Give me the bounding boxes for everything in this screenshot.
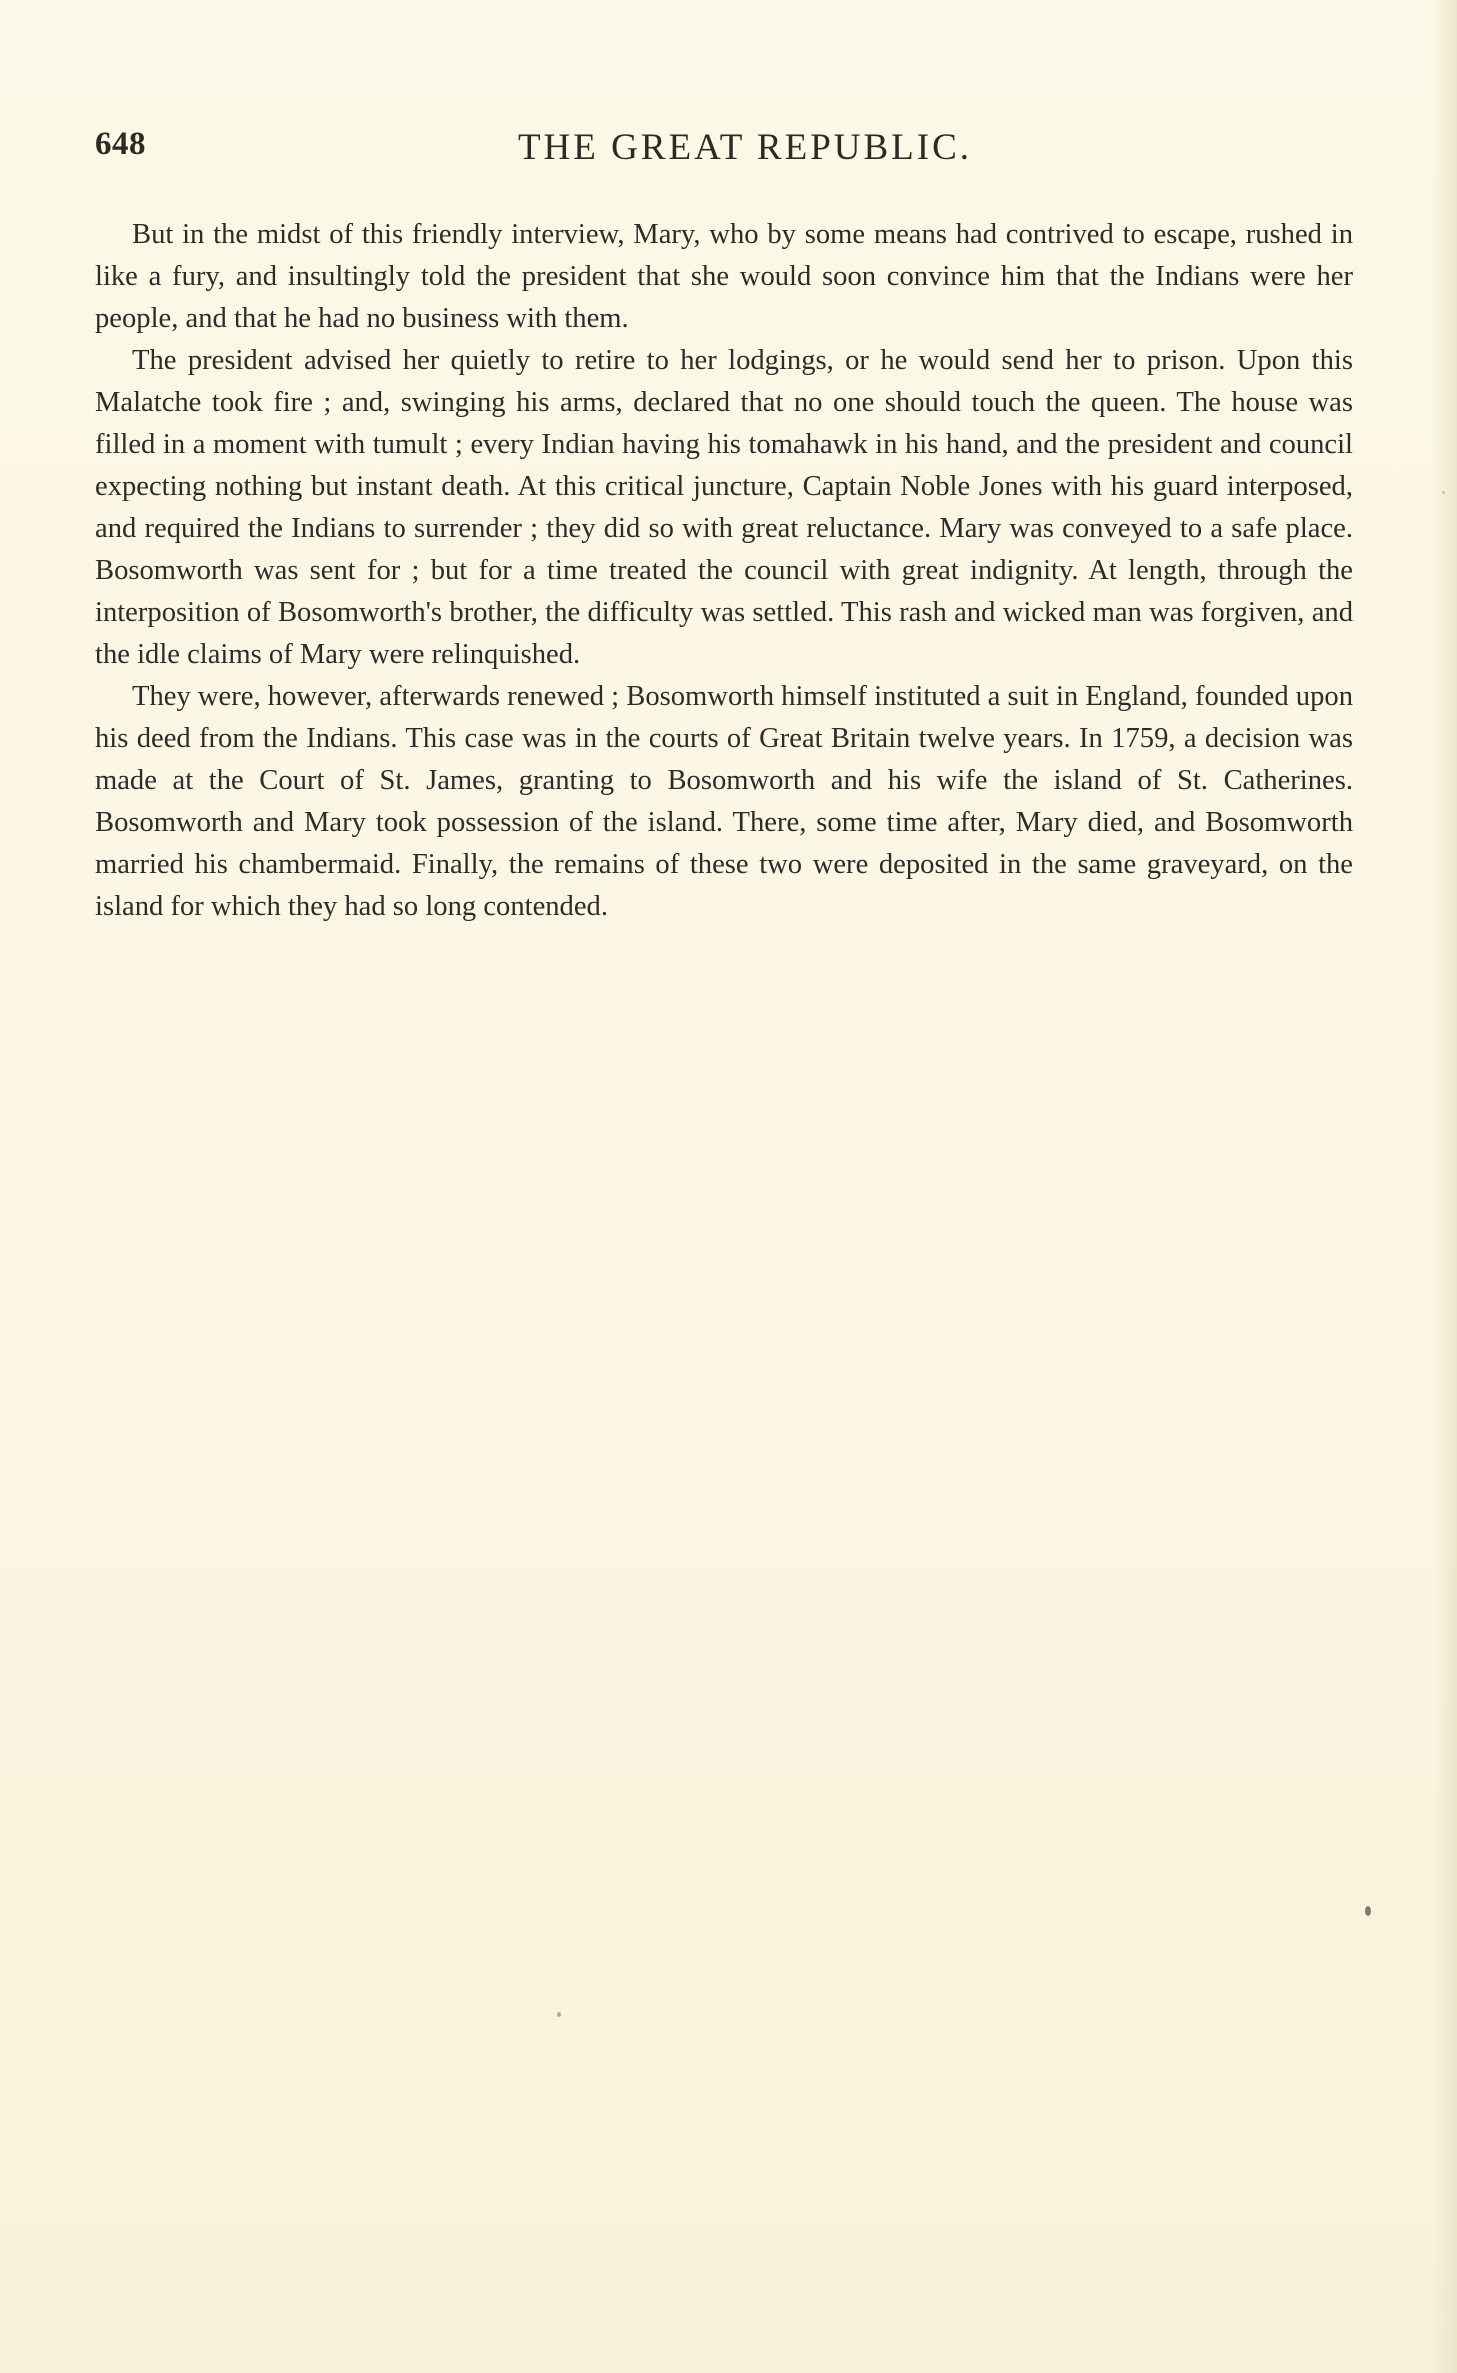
page-edge-shade — [1433, 0, 1457, 2373]
paragraph: The president advised her quietly to retire to her lodgings, or he would send her to prison. Upon this Malatche took fire ; and, swinging his arms, declared that no one should touch the queen. The house was filled in a moment with tumult ; every Indian having his tomahawk in his hand, and the president and council expecting nothing but instant death. At this critical juncture, Captain Noble Jones with his guard interposed, and required the Indians to surrender ; they did so with great reluctance. Mary was conveyed to a safe place. Bosomworth was sent for ; but for a time treated the council with great indignity. At length, through the interposition of Bosomworth's brother, the difficulty was settled. This rash and wicked man was forgiven, and the idle claims of Mary were relinquished. — [95, 345, 1353, 670]
page-number: 648 — [95, 126, 146, 162]
paragraph: They were, however, afterwards renewed ; Bosomworth himself instituted a suit in England, founded upon his deed from the Indians. This case was in the courts of Great Britain twelve years. In 1759, a decision was made at the Court of St. James, granting to Bosomworth and his wife the island of St. Catherines. Bosomworth and Mary took possession of the island. There, some time after, Mary died, and Bosomworth married his chambermaid. Finally, the remains of these two were deposited in the same graveyard, on the island for which they had so long contended. — [95, 681, 1353, 922]
ink-speck — [1365, 1906, 1371, 1916]
ink-speck — [557, 2012, 561, 2017]
running-title: THE GREAT REPUBLIC. — [517, 127, 973, 168]
body-text — [95, 214, 1353, 928]
paragraph: But in the midst of this friendly interview, Mary, who by some means had contrived to escape, rushed in like a fury, and insultingly told the president that she would soon convince him that the Indians were her people, and that he had no business with them. — [95, 219, 1353, 334]
page-header — [95, 126, 1355, 178]
